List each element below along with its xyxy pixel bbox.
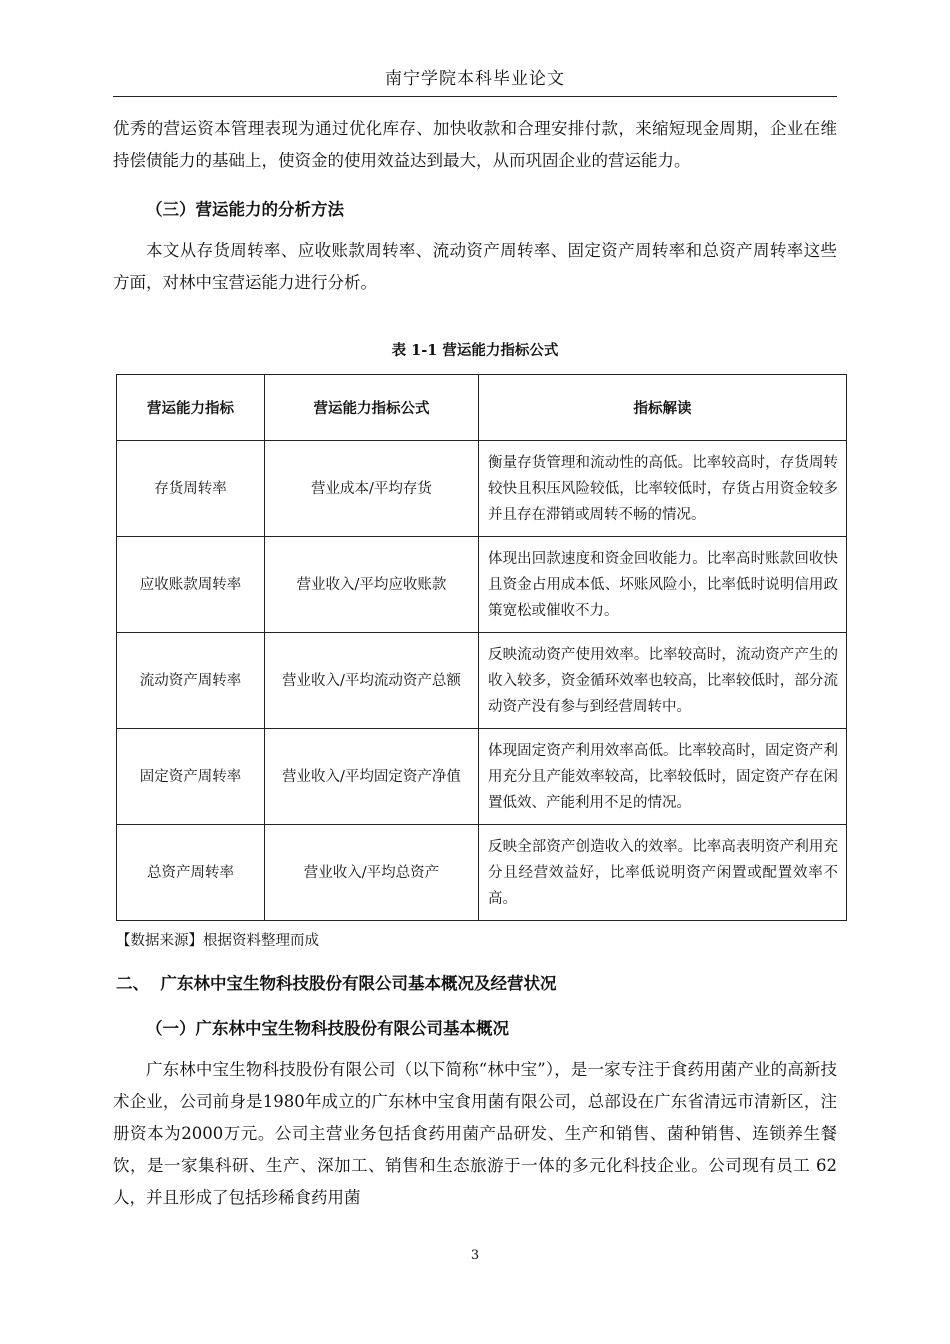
column-header: 指标解读 bbox=[479, 375, 847, 441]
table-row bbox=[117, 441, 847, 537]
indicator-interpretation: 体现出回款速度和资金回收能力。比率高时账款回收快且资金占用成本低、坏账风险小，比率低时说明信用政策宽松或催收不力。 bbox=[479, 537, 847, 633]
indicator-name: 总资产周转率 bbox=[117, 825, 265, 921]
table-row bbox=[117, 633, 847, 729]
table-caption: 表 1-1 营运能力指标公式 bbox=[391, 342, 559, 359]
header-rule bbox=[113, 96, 837, 97]
indicator-formula: 营业收入/平均总资产 bbox=[265, 825, 479, 921]
column-header: 营运能力指标 bbox=[117, 375, 265, 441]
indicator-interpretation: 反映全部资产创造收入的效率。比率高表明资产利用充分且经营效益好，比率低说明资产闲置或配置效率不高。 bbox=[479, 825, 847, 921]
table-row bbox=[117, 729, 847, 825]
page-number: 3 bbox=[470, 1248, 480, 1263]
section3-heading: （三）营运能力的分析方法 bbox=[146, 200, 344, 219]
indicator-formula: 营业成本/平均存货 bbox=[265, 441, 479, 537]
indicator-interpretation: 衡量存货管理和流动性的高低。比率较高时，存货周转较快且积压风险较低，比率较低时，存货占用资金较多并且存在滞销或周转不畅的情况。 bbox=[479, 441, 847, 537]
indicator-interpretation: 反映流动资产使用效率。比率较高时，流动资产产生的收入较多，资金循环效率也较高，比率较低时，部分流动资产没有参与到经营周转中。 bbox=[479, 633, 847, 729]
section1-paragraph: 广东林中宝生物科技股份有限公司（以下简称“林中宝”），是一家专注于食药用菌产业的高新技术企业，公司前身是1980年成立的广东林中宝食用菌有限公司，总部设在广东省清远市清新区，注册资本为2000万元。公司主营业务包括食药用菌产品研发、生产和销售、菌种销售、连锁养生餐饮，是一家集科研、生产、深加工、销售和生态旅游于一体的多元化科技企业。公司现有员工 62 人，并且形成了包括珍稀食药用菌 bbox=[113, 1060, 837, 1207]
indicator-name: 存货周转率 bbox=[117, 441, 265, 537]
chapter2-heading: 二、 广东林中宝生物科技股份有限公司基本概况及经营状况 bbox=[116, 974, 557, 993]
indicator-formula: 营业收入/平均应收账款 bbox=[265, 537, 479, 633]
indicator-table bbox=[116, 374, 847, 921]
indicator-name: 应收账款周转率 bbox=[117, 537, 265, 633]
section3-paragraph: 本文从存货周转率、应收账款周转率、流动资产周转率、固定资产周转率和总资产周转率这些方面，对林中宝营运能力进行分析。 bbox=[113, 241, 837, 292]
indicator-name: 固定资产周转率 bbox=[117, 729, 265, 825]
table-row bbox=[117, 537, 847, 633]
indicator-formula: 营业收入/平均流动资产总额 bbox=[265, 633, 479, 729]
indicator-name: 流动资产周转率 bbox=[117, 633, 265, 729]
page-header: 南宁学院本科毕业论文 bbox=[385, 69, 565, 89]
column-header: 营运能力指标公式 bbox=[265, 375, 479, 441]
section1-heading: （一）广东林中宝生物科技股份有限公司基本概况 bbox=[146, 1019, 509, 1038]
indicator-interpretation: 体现固定资产利用效率高低。比率较高时，固定资产利用充分且产能效率较高，比率较低时，固定资产存在闲置低效、产能利用不足的情况。 bbox=[479, 729, 847, 825]
table-source-note: 【数据来源】根据资料整理而成 bbox=[116, 933, 319, 949]
table-header-row bbox=[117, 375, 847, 441]
table-row bbox=[117, 825, 847, 921]
intro-paragraph: 优秀的营运资本管理表现为通过优化库存、加快收款和合理安排付款，来缩短现金周期，企业在维持偿债能力的基础上，使资金的使用效益达到最大，从而巩固企业的营运能力。 bbox=[113, 119, 837, 170]
indicator-formula: 营业收入/平均固定资产净值 bbox=[265, 729, 479, 825]
